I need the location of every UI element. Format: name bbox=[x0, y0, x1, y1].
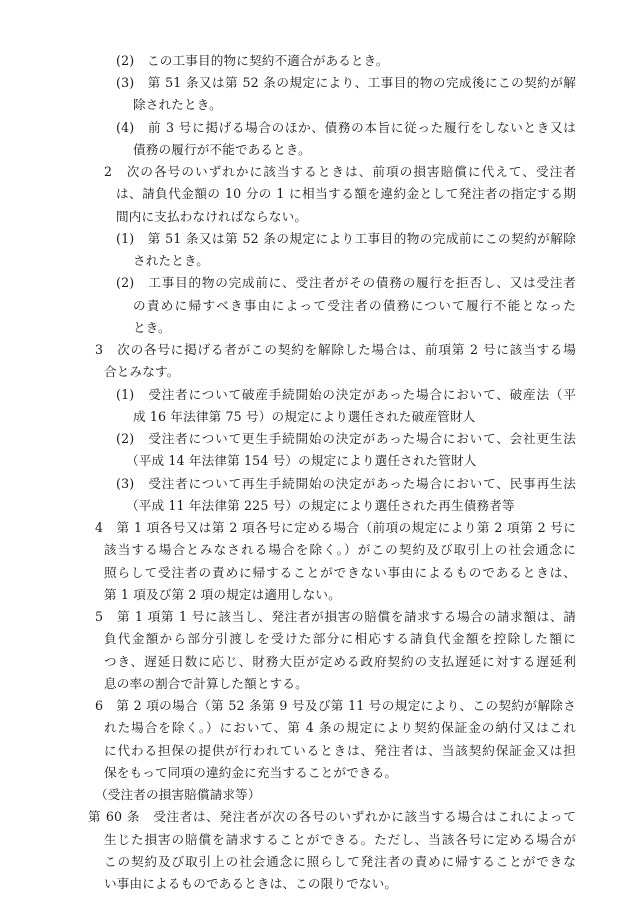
text-line: (1) 受注者について破産手続開始の決定があった場合において、破産法（平 bbox=[116, 386, 576, 402]
text-line: 息の率の割合で計算した額とする。 bbox=[104, 675, 308, 691]
text-line: (3) 第 51 条又は第 52 条の規定により、工事目的物の完成後にこの契約が解 bbox=[116, 75, 576, 91]
text-line: れた場合を除く。）において、第 4 条の規定により契約保証金の納付又はこれ bbox=[104, 720, 576, 736]
text-line: は、請負代金額の 10 分の 1 に相当する額を違約金として発注者の指定する期 bbox=[116, 186, 576, 202]
text-line: 除されたとき。 bbox=[133, 97, 222, 113]
text-line: (2) この工事目的物に契約不適合があるとき。 bbox=[116, 53, 389, 68]
text-line: 保をもって同項の違約金に充当することができる。 bbox=[104, 764, 398, 780]
article-heading: （受注者の損害賠償請求等） bbox=[95, 787, 261, 803]
text-line: とき。 bbox=[133, 319, 171, 335]
text-line: (3) 受注者について再生手続開始の決定があった場合において、民事再生法 bbox=[116, 475, 576, 491]
text-line: (1) 第 51 条又は第 52 条の規定により工事目的物の完成前にこの契約が解除 bbox=[116, 230, 576, 246]
text-line: つき、遅延日数に応じ、財務大臣が定める政府契約の支払遅延に対する遅延利 bbox=[104, 653, 576, 669]
text-line: この契約及び取引上の社会通念に照らして発注者の責めに帰することができな bbox=[104, 853, 576, 869]
text-line: 債務の履行が不能であるとき。 bbox=[133, 141, 311, 157]
text-line: 2 次の各号のいずれかに該当するときは、前項の損害賠償に代えて、受注者 bbox=[104, 164, 576, 180]
text-line: 間内に支払わなければならない。 bbox=[116, 208, 308, 224]
text-line: の責めに帰すべき事由によって受注者の債務について履行不能となった bbox=[133, 297, 576, 313]
text-line: 成 16 年法律第 75 号）の規定により選任された破産管財人 bbox=[133, 408, 476, 424]
text-line: 該当する場合とみなされる場合を除く。）がこの契約及び取引上の社会通念に bbox=[104, 542, 576, 558]
text-line: 4 第 1 項各号又は第 2 項各号に定める場合（前項の規定により第 2 項第 2 号に bbox=[95, 520, 576, 536]
text-line: に代わる担保の提供が行われているときは、発注者は、当該契約保証金又は担 bbox=[104, 742, 576, 758]
text-line: 照らして受注者の責めに帰することができない事由によるものであるときは、 bbox=[104, 564, 576, 580]
text-line: い事由によるものであるときは、この限りでない。 bbox=[104, 876, 398, 891]
text-line: (2) 受注者について更生手続開始の決定があった場合において、会社更生法 bbox=[116, 431, 576, 447]
text-line: 5 第 1 項第 1 号に該当し、発注者が損害の賠償を請求する場合の請求額は、請 bbox=[95, 609, 576, 625]
article-title-line: 第 60 条 受注者は、発注者が次の各号のいずれかに該当する場合はこれによって bbox=[88, 809, 576, 825]
text-line: (4) 前 3 号に掲げる場合のほか、債務の本旨に従った履行をしないとき又は bbox=[116, 119, 576, 135]
text-line: 6 第 2 項の場合（第 52 条第 9 号及び第 11 号の規定により、この契約が解除さ bbox=[95, 698, 576, 714]
text-line: 生じた損害の賠償を請求することができる。ただし、当該各号に定める場合が bbox=[104, 831, 576, 847]
text-line: （平成 14 年法律第 154 号）の規定により選任された管財人 bbox=[126, 453, 477, 469]
text-line: （平成 11 年法律第 225 号）の規定により選任された再生債務者等 bbox=[126, 497, 515, 513]
text-line: (2) 工事目的物の完成前に、受注者がその債務の履行を拒否し、又は受注者 bbox=[116, 275, 576, 291]
text-line: されたとき。 bbox=[133, 253, 209, 269]
text-line: 負代金額から部分引渡しを受けた部分に相応する請負代金額を控除した額に bbox=[104, 631, 576, 647]
text-line: 合とみなす。 bbox=[104, 364, 180, 380]
text-line: 第 1 項及び第 2 項の規定は適用しない。 bbox=[104, 586, 341, 602]
text-line: 3 次の各号に掲げる者がこの契約を解除した場合は、前項第 2 号に該当する場 bbox=[95, 342, 576, 358]
